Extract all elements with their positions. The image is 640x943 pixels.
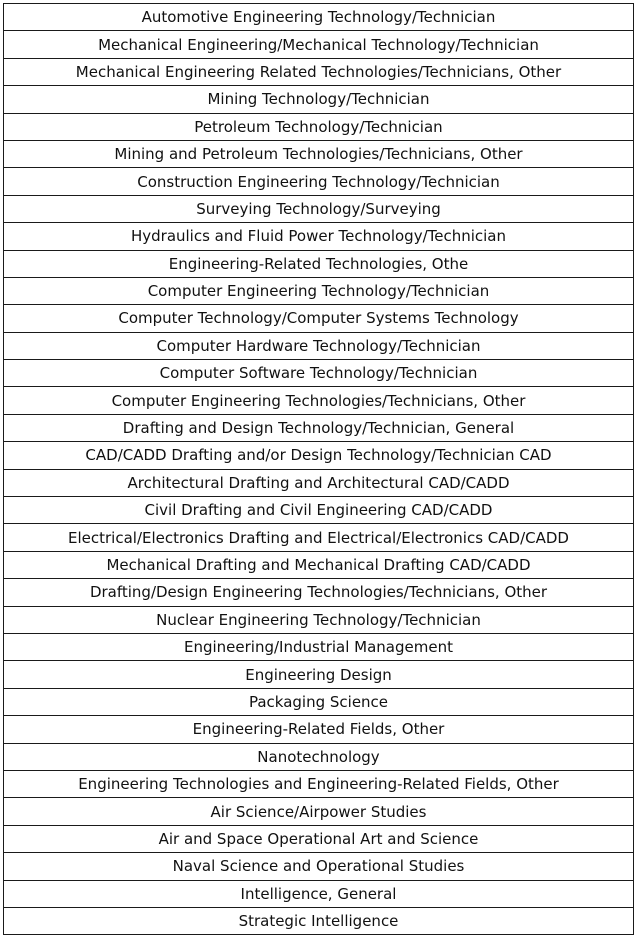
- program-cell: Packaging Science: [4, 688, 634, 715]
- program-cell: Computer Hardware Technology/Technician: [4, 332, 634, 359]
- program-cell: Engineering Technologies and Engineering-Related Fields, Other: [4, 770, 634, 797]
- table-row: [4, 907, 634, 934]
- program-cell: Architectural Drafting and Architectural CAD/CADD: [4, 469, 634, 496]
- table-row: [4, 469, 634, 496]
- program-cell: Drafting/Design Engineering Technologies/Technicians, Other: [4, 579, 634, 606]
- table-row: [4, 551, 634, 578]
- table-row: [4, 140, 634, 167]
- program-cell: Engineering Design: [4, 661, 634, 688]
- table-row: [4, 825, 634, 852]
- table-row: [4, 360, 634, 387]
- program-cell: Computer Software Technology/Technician: [4, 360, 634, 387]
- table-row: [4, 798, 634, 825]
- table-row: [4, 58, 634, 85]
- program-cell: Automotive Engineering Technology/Technician: [4, 4, 634, 31]
- table-row: [4, 524, 634, 551]
- table-row: [4, 195, 634, 222]
- program-cell: Civil Drafting and Civil Engineering CAD/CADD: [4, 497, 634, 524]
- table-row: [4, 4, 634, 31]
- table-row: [4, 442, 634, 469]
- table-row: [4, 332, 634, 359]
- program-cell: Mechanical Engineering Related Technologies/Technicians, Other: [4, 58, 634, 85]
- program-cell: Engineering/Industrial Management: [4, 633, 634, 660]
- table-row: [4, 661, 634, 688]
- program-list-body: [4, 4, 634, 935]
- program-cell: Construction Engineering Technology/Technician: [4, 168, 634, 195]
- table-row: [4, 305, 634, 332]
- program-cell: Strategic Intelligence: [4, 907, 634, 934]
- program-list-table: [3, 3, 634, 935]
- table-row: [4, 168, 634, 195]
- program-cell: Engineering-Related Fields, Other: [4, 716, 634, 743]
- table-row: [4, 31, 634, 58]
- table-row: [4, 688, 634, 715]
- program-cell: Mining Technology/Technician: [4, 86, 634, 113]
- table-row: [4, 223, 634, 250]
- program-cell: Computer Engineering Technologies/Technicians, Other: [4, 387, 634, 414]
- program-cell: Naval Science and Operational Studies: [4, 853, 634, 880]
- table-row: [4, 113, 634, 140]
- program-cell: Mechanical Engineering/Mechanical Technology/Technician: [4, 31, 634, 58]
- program-cell: Air and Space Operational Art and Science: [4, 825, 634, 852]
- program-cell: Nuclear Engineering Technology/Technician: [4, 606, 634, 633]
- table-row: [4, 250, 634, 277]
- program-cell: Mining and Petroleum Technologies/Technicians, Other: [4, 140, 634, 167]
- table-row: [4, 743, 634, 770]
- program-cell: Computer Technology/Computer Systems Technology: [4, 305, 634, 332]
- table-row: [4, 86, 634, 113]
- program-cell: Surveying Technology/Surveying: [4, 195, 634, 222]
- program-cell: Air Science/Airpower Studies: [4, 798, 634, 825]
- table-row: [4, 716, 634, 743]
- program-cell: CAD/CADD Drafting and/or Design Technology/Technician CAD: [4, 442, 634, 469]
- table-row: [4, 277, 634, 304]
- program-cell: Mechanical Drafting and Mechanical Drafting CAD/CADD: [4, 551, 634, 578]
- table-row: [4, 606, 634, 633]
- program-cell: Drafting and Design Technology/Technician, General: [4, 414, 634, 441]
- table-row: [4, 880, 634, 907]
- program-cell: Intelligence, General: [4, 880, 634, 907]
- table-row: [4, 414, 634, 441]
- table-row: [4, 853, 634, 880]
- program-cell: Nanotechnology: [4, 743, 634, 770]
- table-row: [4, 579, 634, 606]
- table-row: [4, 770, 634, 797]
- program-cell: Petroleum Technology/Technician: [4, 113, 634, 140]
- program-cell: Computer Engineering Technology/Technician: [4, 277, 634, 304]
- table-row: [4, 497, 634, 524]
- program-cell: Electrical/Electronics Drafting and Electrical/Electronics CAD/CADD: [4, 524, 634, 551]
- program-cell: Engineering-Related Technologies, Othe: [4, 250, 634, 277]
- program-cell: Hydraulics and Fluid Power Technology/Technician: [4, 223, 634, 250]
- table-row: [4, 387, 634, 414]
- table-row: [4, 633, 634, 660]
